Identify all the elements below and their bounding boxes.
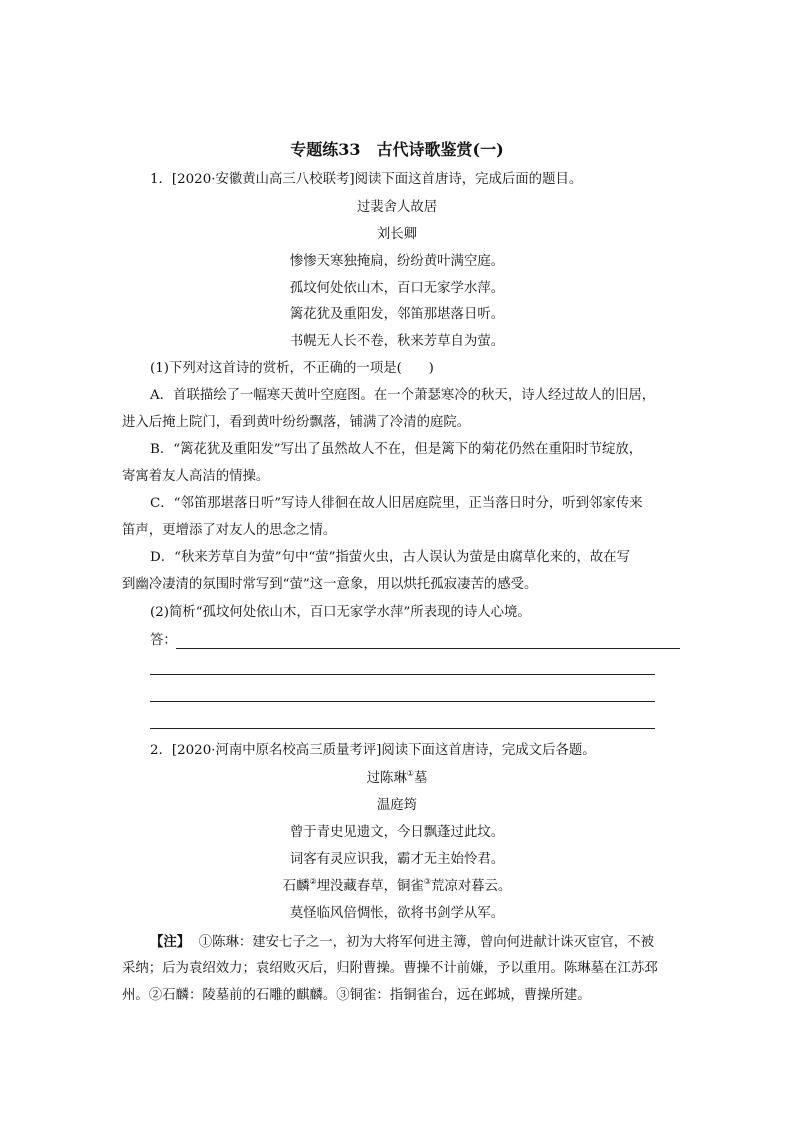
q1-option-a: A．首联描绘了一幅寒天黄叶空庭图。在一个萧瑟寒冷的秋天，诗人经过故人的旧居，: [150, 388, 656, 403]
answer-blank-line: [176, 648, 680, 649]
note-text: ①陈琳：建安七子之一，初为大将军何进主簿，曾向何进献计诛灭宦官，不被: [198, 935, 654, 950]
answer-label: 答：: [150, 633, 177, 648]
q1-option-d: D．“秋来芳草自为萤”句中“萤”指萤火虫，古人误认为萤是由腐草化来的，故在写: [150, 550, 631, 565]
q1-poem-line: 惨惨天寒独掩扃，纷纷黄叶满空庭。: [289, 254, 505, 269]
q2-poem-text: 石麟: [282, 879, 310, 894]
q1-option-b: B．“篱花犹及重阳发”写出了虽然故人不在，但是篱下的菊花仍然在重阳时节绽放，: [150, 442, 643, 457]
q1-poem-line: 书幌无人长不卷，秋来芳草自为萤。: [289, 334, 505, 349]
q1-option-b-cont: 寄寓着友人高洁的情操。: [122, 469, 270, 484]
q1-poem-line: 篱花犹及重阳发，邻笛那堪落日听。: [289, 307, 505, 322]
note-paragraph: [150, 933, 654, 952]
q2-poem-author: 温庭筠: [376, 798, 418, 813]
answer-blank-line: [150, 674, 655, 675]
page-title: 专题练33 古代诗歌鉴赏(一): [290, 140, 504, 159]
q2-poem-line: 曾于青史见遗文，今日飘蓬过此坟。: [289, 825, 505, 840]
q2-poem-text: 埋没藏春草，铜雀: [316, 879, 424, 894]
q1-poem-title: 过裴舍人故居: [356, 200, 438, 215]
answer-blank-line: [150, 728, 655, 729]
q1-poem-author: 刘长卿: [376, 227, 418, 242]
q2-poem-title-text: 过陈琳: [366, 771, 407, 786]
footnote-marker: ①: [406, 769, 414, 778]
q1-option-d-cont: 到幽冷凄清的氛围时常写到“萤”这一意象，用以烘托孤寂凄苦的感受。: [122, 577, 538, 592]
footnote-marker: ③: [423, 877, 431, 886]
q2-poem-line: 词客有灵应识我，霸才无主始怜君。: [289, 852, 505, 867]
q1-subquestion-1: (1)下列对这首诗的赏析，不正确的一项是( ): [150, 361, 434, 376]
note-text-cont: 州。②石麟：陵墓前的石雕的麒麟。③铜雀：指铜雀台，远在邺城，曹操所建。: [122, 988, 591, 1003]
q1-option-a-cont: 进入后掩上院门，看到黄叶纷纷飘落，铺满了冷清的庭院。: [122, 415, 471, 430]
q2-poem-line: 莫怪临风倍惆怅，欲将书剑学从军。: [289, 906, 505, 921]
q2-intro: 2．[2020·河南中原名校高三质量考评]阅读下面这首唐诗，完成文后各题。: [150, 743, 596, 758]
answer-blank-line: [150, 701, 655, 702]
q2-poem-title-text: 墓: [413, 771, 428, 786]
note-label: 【注】: [150, 934, 191, 950]
q1-option-c-cont: 笛声，更增添了对友人的思念之情。: [122, 523, 337, 538]
q1-option-c: C．“邻笛那堪落日听”写诗人徘徊在故人旧居庭院里，正当落日时分，听到邻家传来: [150, 496, 643, 511]
q1-poem-line: 孤坟何处依山木，百口无家学水萍。: [289, 281, 505, 296]
note-text-cont: 采纳；后为袁绍效力；袁绍败灭后，归附曹操。曹操不计前嫌，予以重用。陈琳墓在江苏邳: [122, 961, 658, 976]
q2-poem-title: [0, 770, 794, 788]
q1-intro: 1．[2020·安徽黄山高三八校联考]阅读下面这首唐诗，完成后面的题目。: [150, 172, 583, 187]
q2-poem-line: [0, 878, 794, 896]
q1-subquestion-2: (2)简析“孤坟何处依山木，百口无家学水萍”所表现的诗人心境。: [150, 605, 531, 620]
q2-poem-text: 荒凉对暮云。: [430, 879, 512, 894]
footnote-marker: ②: [309, 877, 317, 886]
